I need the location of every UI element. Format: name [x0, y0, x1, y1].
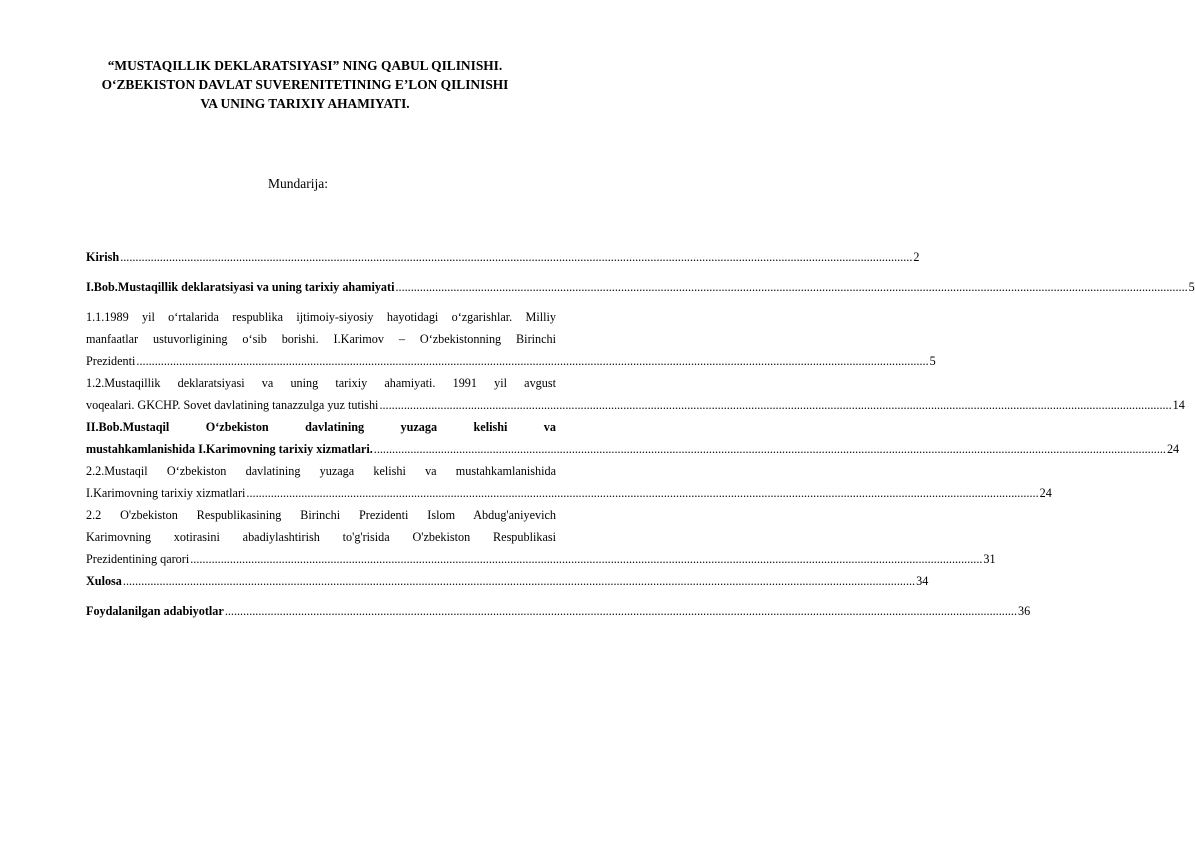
- toc-entry-line: 1.2.Mustaqillik deklaratsiyasi va uning tarixiy ahamiyati. 1991 yil avgust: [86, 376, 556, 390]
- toc-page-number: 24: [1166, 442, 1180, 456]
- toc-page-number: 34: [916, 574, 929, 588]
- toc-entry-title: mustahkamlanishida I.Karimovning tarixiy xizmatlari.: [86, 442, 373, 456]
- dot-leader: ....................................................................................................................................................................................................................................................................: [224, 604, 1017, 618]
- toc-entry-title: voqealari. GKCHP. Sovet davlatining tanazzulga yuz tutishi: [86, 398, 379, 412]
- toc-entry-line: 2.2 O'zbekiston Respublikasining Birinchi Prezidenti Islom Abdug'aniyevich: [86, 508, 556, 522]
- toc-entry-title: Prezidenti: [86, 354, 136, 368]
- toc-page-number: 24: [1039, 486, 1052, 500]
- toc-entry: [86, 306, 936, 368]
- toc-entry: [86, 246, 920, 268]
- toc-entry: [86, 416, 1180, 456]
- toc-page-number: 36: [1018, 604, 1031, 618]
- toc-entry-title: I.Karimovning tarixiy xizmatlari: [86, 486, 246, 500]
- toc-entry-line: 2.2.Mustaqil O‘zbekiston davlatining yuzaga kelishi va mustahkamlanishida: [86, 464, 556, 478]
- dot-leader: ....................................................................................................................................................................................................................................................................: [246, 486, 1039, 500]
- toc-entry-line: II.Bob.Mustaqil O‘zbekiston davlatining yuzaga kelishi va: [86, 420, 556, 434]
- document-title: [70, 56, 540, 113]
- dot-leader: ....................................................................................................................................................................................................................................................................: [379, 398, 1172, 412]
- title-line: O‘ZBEKISTON DAVLAT SUVERENITETINING E’LON QILINISHI: [101, 77, 509, 92]
- toc-page-number: 2: [913, 250, 920, 264]
- toc-page-number: 5: [1188, 280, 1195, 294]
- dot-leader: ....................................................................................................................................................................................................................................................................: [395, 280, 1188, 294]
- title-line: VA UNING TARIXIY AHAMIYATI.: [200, 96, 410, 111]
- dot-leader: ....................................................................................................................................................................................................................................................................: [136, 354, 929, 368]
- title-line: “MUSTAQILLIK DEKLARATSIYASI” NING QABUL QILINISHI.: [107, 58, 503, 73]
- toc-entry-line: Karimovning xotirasini abadiylashtirish to'g'risida O'zbekiston Respublikasi: [86, 530, 556, 544]
- toc-entry-title: Xulosa: [86, 574, 122, 588]
- toc-entry-title: Kirish: [86, 250, 120, 264]
- dot-leader: ....................................................................................................................................................................................................................................................................: [373, 442, 1166, 456]
- toc-entry: [86, 570, 929, 592]
- dot-leader: ....................................................................................................................................................................................................................................................................: [190, 552, 983, 566]
- toc-entry-title: Foydalanilgan adabiyotlar: [86, 604, 224, 618]
- toc-entry-title: I.Bob.Mustaqillik deklaratsiyasi va uning tarixiy ahamiyati: [86, 280, 395, 294]
- toc-entry: [86, 600, 1031, 622]
- toc-entry-line: manfaatlar ustuvorligining o‘sib borishi. I.Karimov – O‘zbekistonning Birinchi: [86, 332, 556, 346]
- dot-leader: ....................................................................................................................................................................................................................................................................: [122, 574, 916, 588]
- toc-page-number: 14: [1172, 398, 1185, 412]
- toc-page-number: 31: [983, 552, 996, 566]
- toc-page-number: 5: [929, 354, 936, 368]
- toc-entry-line: 1.1.1989 yil o‘rtalarida respublika ijtimoiy-siyosiy hayotidagi o‘zgarishlar. Milliy: [86, 310, 556, 324]
- toc-entry: [86, 276, 1195, 298]
- toc-heading: Mundarija:: [268, 176, 328, 191]
- toc-entry: [86, 460, 1052, 500]
- toc-entry: [86, 372, 1185, 412]
- toc-entry: [86, 504, 996, 566]
- toc-entry-title: Prezidentining qarori: [86, 552, 190, 566]
- dot-leader: ....................................................................................................................................................................................................................................................................: [120, 250, 913, 264]
